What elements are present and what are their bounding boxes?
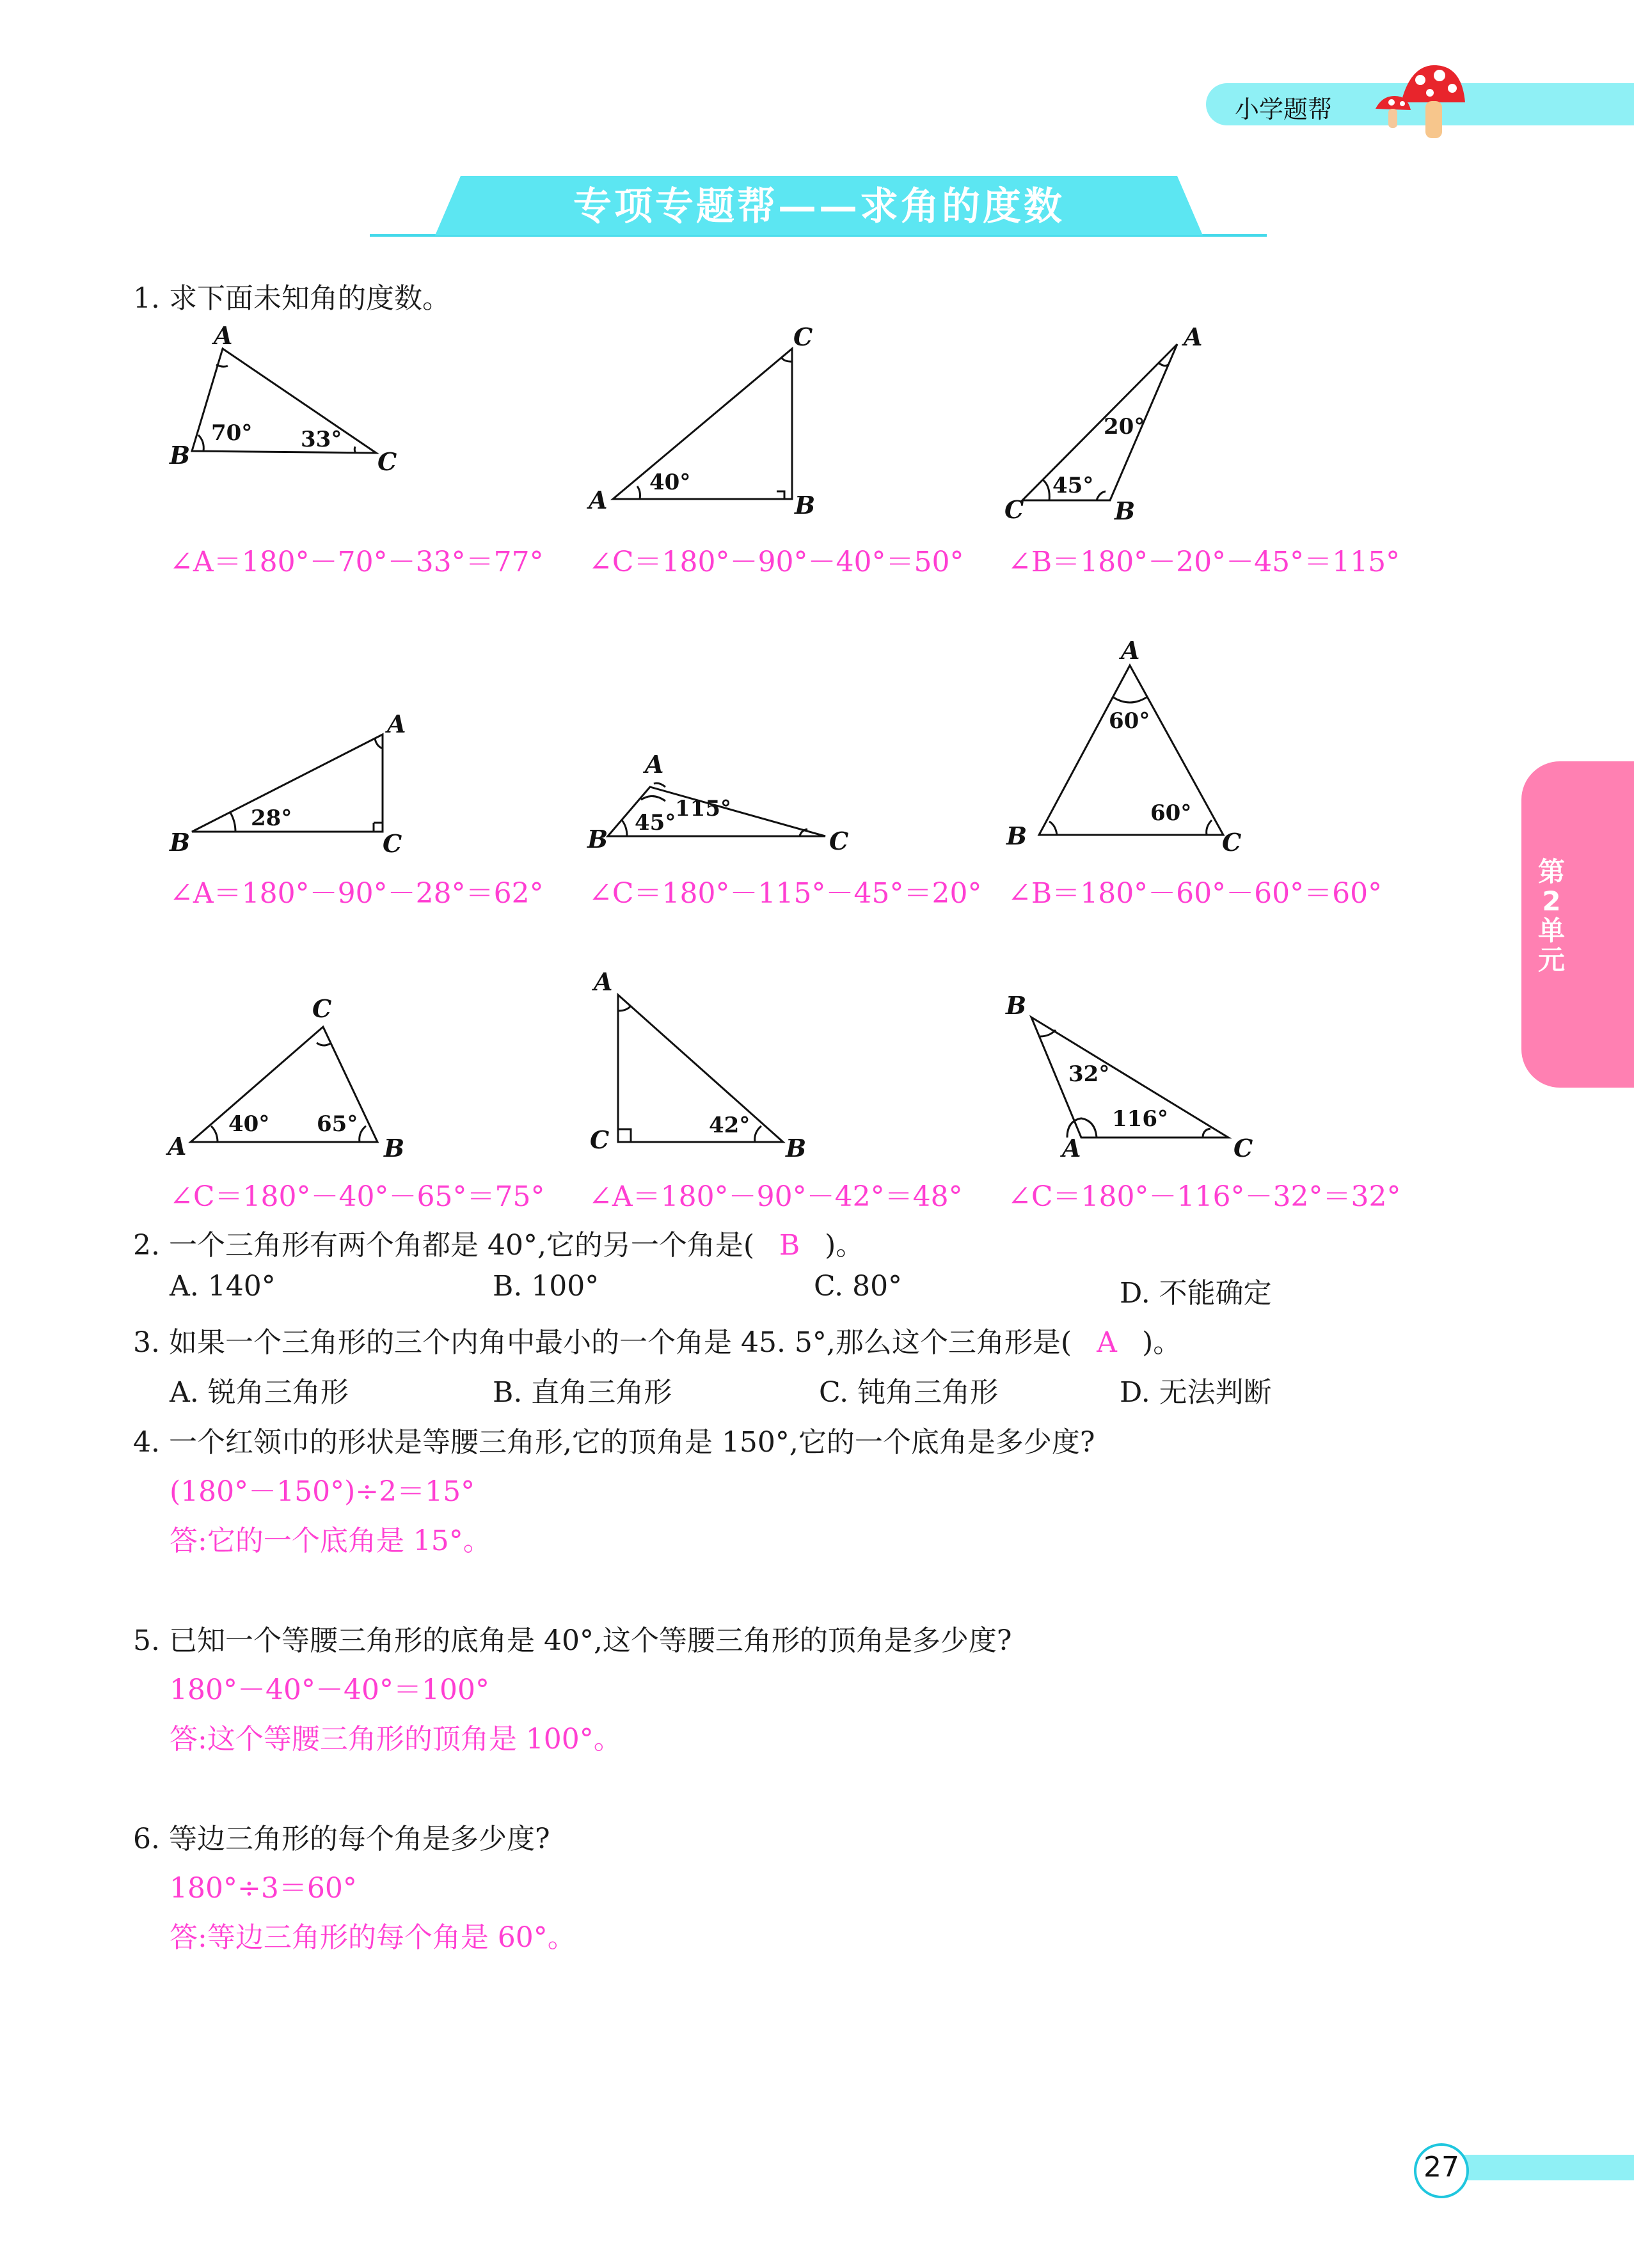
q3-prompt [133,1319,1181,1360]
tri8-label-a: A [594,967,613,996]
tri5-label-c: C [829,827,849,855]
q3-prompt-text: 3. 如果一个三角形的三个内角中最小的一个角是 45. 5°,那么这个三角形是( [133,1326,1072,1359]
tri2-label-c: C [793,322,813,351]
tri6-angle-a: 60° [1109,708,1150,734]
tri8-label-b: B [786,1134,807,1162]
tri7-label-a: A [168,1132,187,1161]
tri3-angle-c: 45° [1052,473,1094,498]
tri9-label-a: A [1062,1134,1081,1162]
tri1-label-b: B [170,441,191,470]
tri3-label-a: A [1184,322,1203,351]
q3-option-d: D. 无法判断 [1120,1376,1272,1409]
tri4-angle-b: 28° [251,805,292,831]
tri6-label-a: A [1121,636,1140,665]
tri4-label-c: C [383,829,402,858]
tri2-answer: ∠C＝180°－90°－40°＝50° [589,546,964,578]
unit-side-label [1535,857,1567,975]
q2-option-d: D. 不能确定 [1120,1277,1272,1310]
q4-calc: (180°－150°)÷2＝15° [170,1475,475,1508]
q3-prompt-end: )。 [1142,1326,1182,1359]
q5-prompt: 5. 已知一个等腰三角形的底角是 40°,这个等腰三角形的顶角是多少度? [133,1624,1012,1657]
q2-option-a: A. 140° [170,1270,276,1303]
q3-answer: A [1097,1326,1117,1359]
tri3-angle-a: 20° [1104,414,1145,440]
header-brand: 小学题帮 [1235,95,1333,123]
unit-side-line3: 单 [1537,915,1565,946]
tri1-label-c: C [377,447,397,476]
tri1-answer: ∠A＝180°－70°－33°＝77° [170,546,544,578]
q4-prompt: 4. 一个红领巾的形状是等腰三角形,它的顶角是 150°,它的一个底角是多少度? [133,1426,1095,1459]
page-number: 27 [1424,2151,1459,2184]
tri1-label-a: A [214,321,233,350]
tri9-label-b: B [1006,991,1027,1020]
unit-side-line4: 元 [1537,944,1565,976]
tri7-answer: ∠C＝180°－40°－65°＝75° [170,1180,545,1213]
q6-prompt: 6. 等边三角形的每个角是多少度? [133,1823,550,1855]
q3-option-b: B. 直角三角形 [493,1376,672,1409]
tri3-label-b: B [1114,496,1136,525]
q4-answer: 答:它的一个底角是 15°。 [170,1525,491,1557]
tri7-label-c: C [312,994,332,1023]
tri5-angle-b: 45° [635,810,676,836]
tri2-angle-a: 40° [649,470,691,495]
q2-prompt-end: )。 [825,1229,864,1262]
tri3-answer: ∠B＝180°－20°－45°＝115° [1008,546,1400,578]
tri5-answer: ∠C＝180°－115°－45°＝20° [589,877,982,910]
tri8-angle-b: 42° [709,1113,750,1138]
tri3-label-c: C [1004,495,1024,524]
q6-calc: 180°÷3＝60° [170,1872,357,1905]
tri1-angle-c: 33° [301,427,342,452]
page-title: 专项专题帮——求角的度数 [573,184,1065,229]
q3-option-a: A. 锐角三角形 [170,1376,349,1409]
tri2-label-b: B [795,491,816,519]
tri8-answer: ∠A＝180°－90°－42°＝48° [589,1180,963,1213]
tri8-label-c: C [590,1125,610,1154]
tri6-label-b: B [1006,821,1027,850]
q1-prompt: 1. 求下面未知角的度数。 [133,282,450,315]
unit-side-line2: 2 [1542,885,1561,917]
tri7-angle-b: 65° [317,1111,358,1137]
tri5-label-a: A [645,750,664,779]
tri4-label-b: B [170,828,191,857]
q2-option-c: C. 80° [814,1270,903,1303]
tri4-answer: ∠A＝180°－90°－28°＝62° [170,877,544,910]
tri6-label-c: C [1222,828,1242,857]
page-number-bar [1452,2155,1634,2180]
tri9-label-c: C [1233,1134,1253,1162]
q3-option-c: C. 钝角三角形 [819,1376,999,1409]
q6-answer: 答:等边三角形的每个角是 60°。 [170,1921,576,1954]
tri6-answer: ∠B＝180°－60°－60°＝60° [1008,877,1383,910]
q2-prompt-text: 2. 一个三角形有两个角都是 40°,它的另一个角是( [133,1229,755,1262]
q2-option-b: B. 100° [493,1270,599,1303]
tri7-label-b: B [384,1134,405,1162]
q2-answer: B [779,1229,800,1262]
q5-calc: 180°－40°－40°＝100° [170,1674,489,1706]
tri1-angle-b: 70° [211,420,253,446]
tri6-angle-c: 60° [1150,800,1192,826]
q5-answer: 答:这个等腰三角形的顶角是 100°。 [170,1723,622,1756]
tri9-answer: ∠C＝180°－116°－32°＝32° [1008,1180,1401,1213]
unit-side-line1: 第 [1537,856,1565,887]
tri9-angle-a: 116° [1112,1106,1168,1132]
tri5-label-b: B [587,825,608,853]
q2-prompt [133,1222,864,1263]
tri4-label-a: A [387,710,406,738]
tri9-angle-b: 32° [1068,1061,1110,1087]
tri5-angle-a: 115° [675,796,731,821]
tri2-label-a: A [589,486,608,514]
tri7-angle-a: 40° [228,1111,270,1137]
